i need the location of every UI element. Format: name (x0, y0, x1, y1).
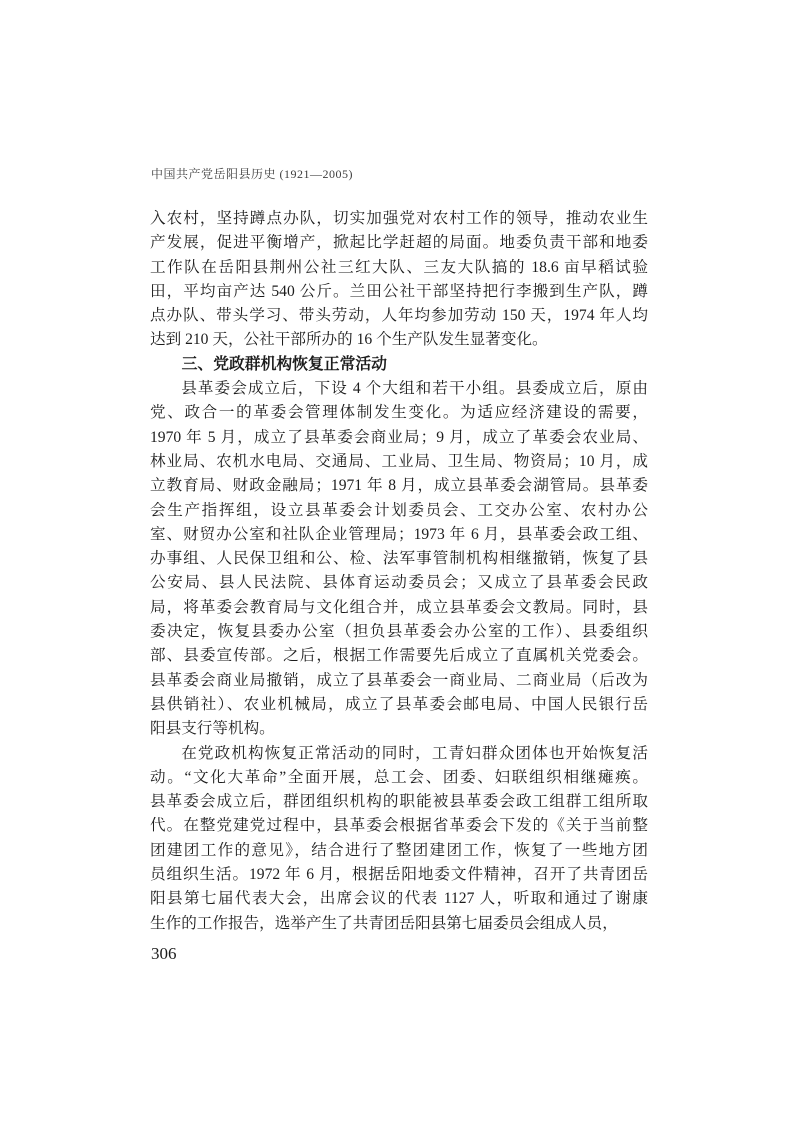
text-line: 县革委会成立后，下设 4 个大组和若干小组。县委成立后，原由 (181, 380, 648, 398)
text-line: 会生产指挥组，设立县革委会计划委员会、工交办公室、农村办公 (150, 501, 648, 519)
text-line: 动。“文化大革命”全面开展，总工会、团委、妇联组织相继瘫痪。 (150, 768, 648, 786)
text-line: 党、政合一的革委会管理体制发生变化。为适应经济建设的需要， (150, 404, 648, 422)
text-line: 团建团工作的意见》，结合进行了整团建团工作，恢复了一些地方团 (150, 841, 648, 859)
text-line: 在党政机构恢复正常活动的同时，工青妇群众团体也开始恢复活 (181, 744, 648, 762)
text-line: 入农村，坚持蹲点办队，切实加强党对农村工作的领导，推动农业生 (150, 210, 648, 227)
text-line: 县革委会成立后，群团组织机构的职能被县革委会政工组群工组所取 (150, 793, 648, 811)
heading-line: 三、党政群机构恢复正常活动 (181, 355, 387, 373)
text-line: 县供销社）、农业机械局，成立了县革委会邮电局、中国人民银行岳 (150, 695, 648, 713)
paragraph (150, 207, 648, 353)
paragraph (150, 377, 648, 741)
text-line: 阳县第七届代表大会，出席会议的代表 1127 人，听取和通过了谢康 (150, 890, 648, 908)
text-line: 1970 年 5 月，成立了县革委会商业局；9 月，成立了革委会农业局、 (150, 428, 648, 446)
paragraph (150, 742, 648, 936)
text-line: 室、财贸办公室和社队企业管理局；1973 年 6 月，县革委会政工组、 (150, 525, 648, 543)
section-heading (150, 353, 648, 377)
text-line: 阳县支行等机构。 (150, 720, 275, 738)
text-line: 立教育局、财政金融局；1971 年 8 月，成立县革委会湖管局。县革委 (150, 477, 648, 495)
text-line: 委决定，恢复县委办公室（担负县革委会办公室的工作）、县委组织 (150, 623, 648, 641)
page-number: 306 (151, 944, 177, 963)
text-line: 点办队、带头学习、带头劳动，人年均参加劳动 150 天，1974 年人均 (150, 307, 648, 325)
text-line: 工作队在岳阳县荆州公社三红大队、三友大队搞的 18.6 亩早稻试验 (150, 258, 648, 276)
text-line: 生作的工作报告，选举产生了共青团岳阳县第七届委员会组成人员， (150, 914, 618, 932)
text-line: 县革委会商业局撤销，成立了县革委会一商业局、二商业局（后改为 (150, 671, 648, 689)
text-line: 公安局、县人民法院、县体育运动委员会；又成立了县革委会民政 (150, 574, 648, 592)
text-line: 局，将革委会教育局与文化组合并，成立县革委会文教局。同时，县 (150, 598, 648, 616)
text-line: 部、县委宣传部。之后，根据工作需要先后成立了直属机关党委会。 (150, 647, 648, 665)
text-line: 田，平均亩产达 540 公斤。兰田公社干部坚持把行李搬到生产队，蹲 (150, 282, 648, 300)
text-line: 林业局、农机水电局、交通局、工业局、卫生局、物资局；10 月，成 (150, 452, 648, 470)
text-line: 员组织生活。1972 年 6 月，根据岳阳地委文件精神，召开了共青团岳 (150, 866, 648, 884)
text-line: 达到 210 天，公社干部所办的 16 个生产队发生显著变化。 (150, 331, 548, 349)
running-header: 中国共产党岳阳县历史 (1921—2005) (151, 167, 353, 181)
text-block (150, 207, 648, 936)
text-line: 产发展，促进平衡增产，掀起比学赶超的局面。地委负责干部和地委 (150, 234, 648, 252)
text-line: 办事组、人民保卫组和公、检、法军事管制机构相继撤销，恢复了县 (150, 550, 648, 568)
text-line: 代。在整党建党过程中，县革委会根据省革委会下发的《关于当前整 (150, 817, 648, 835)
